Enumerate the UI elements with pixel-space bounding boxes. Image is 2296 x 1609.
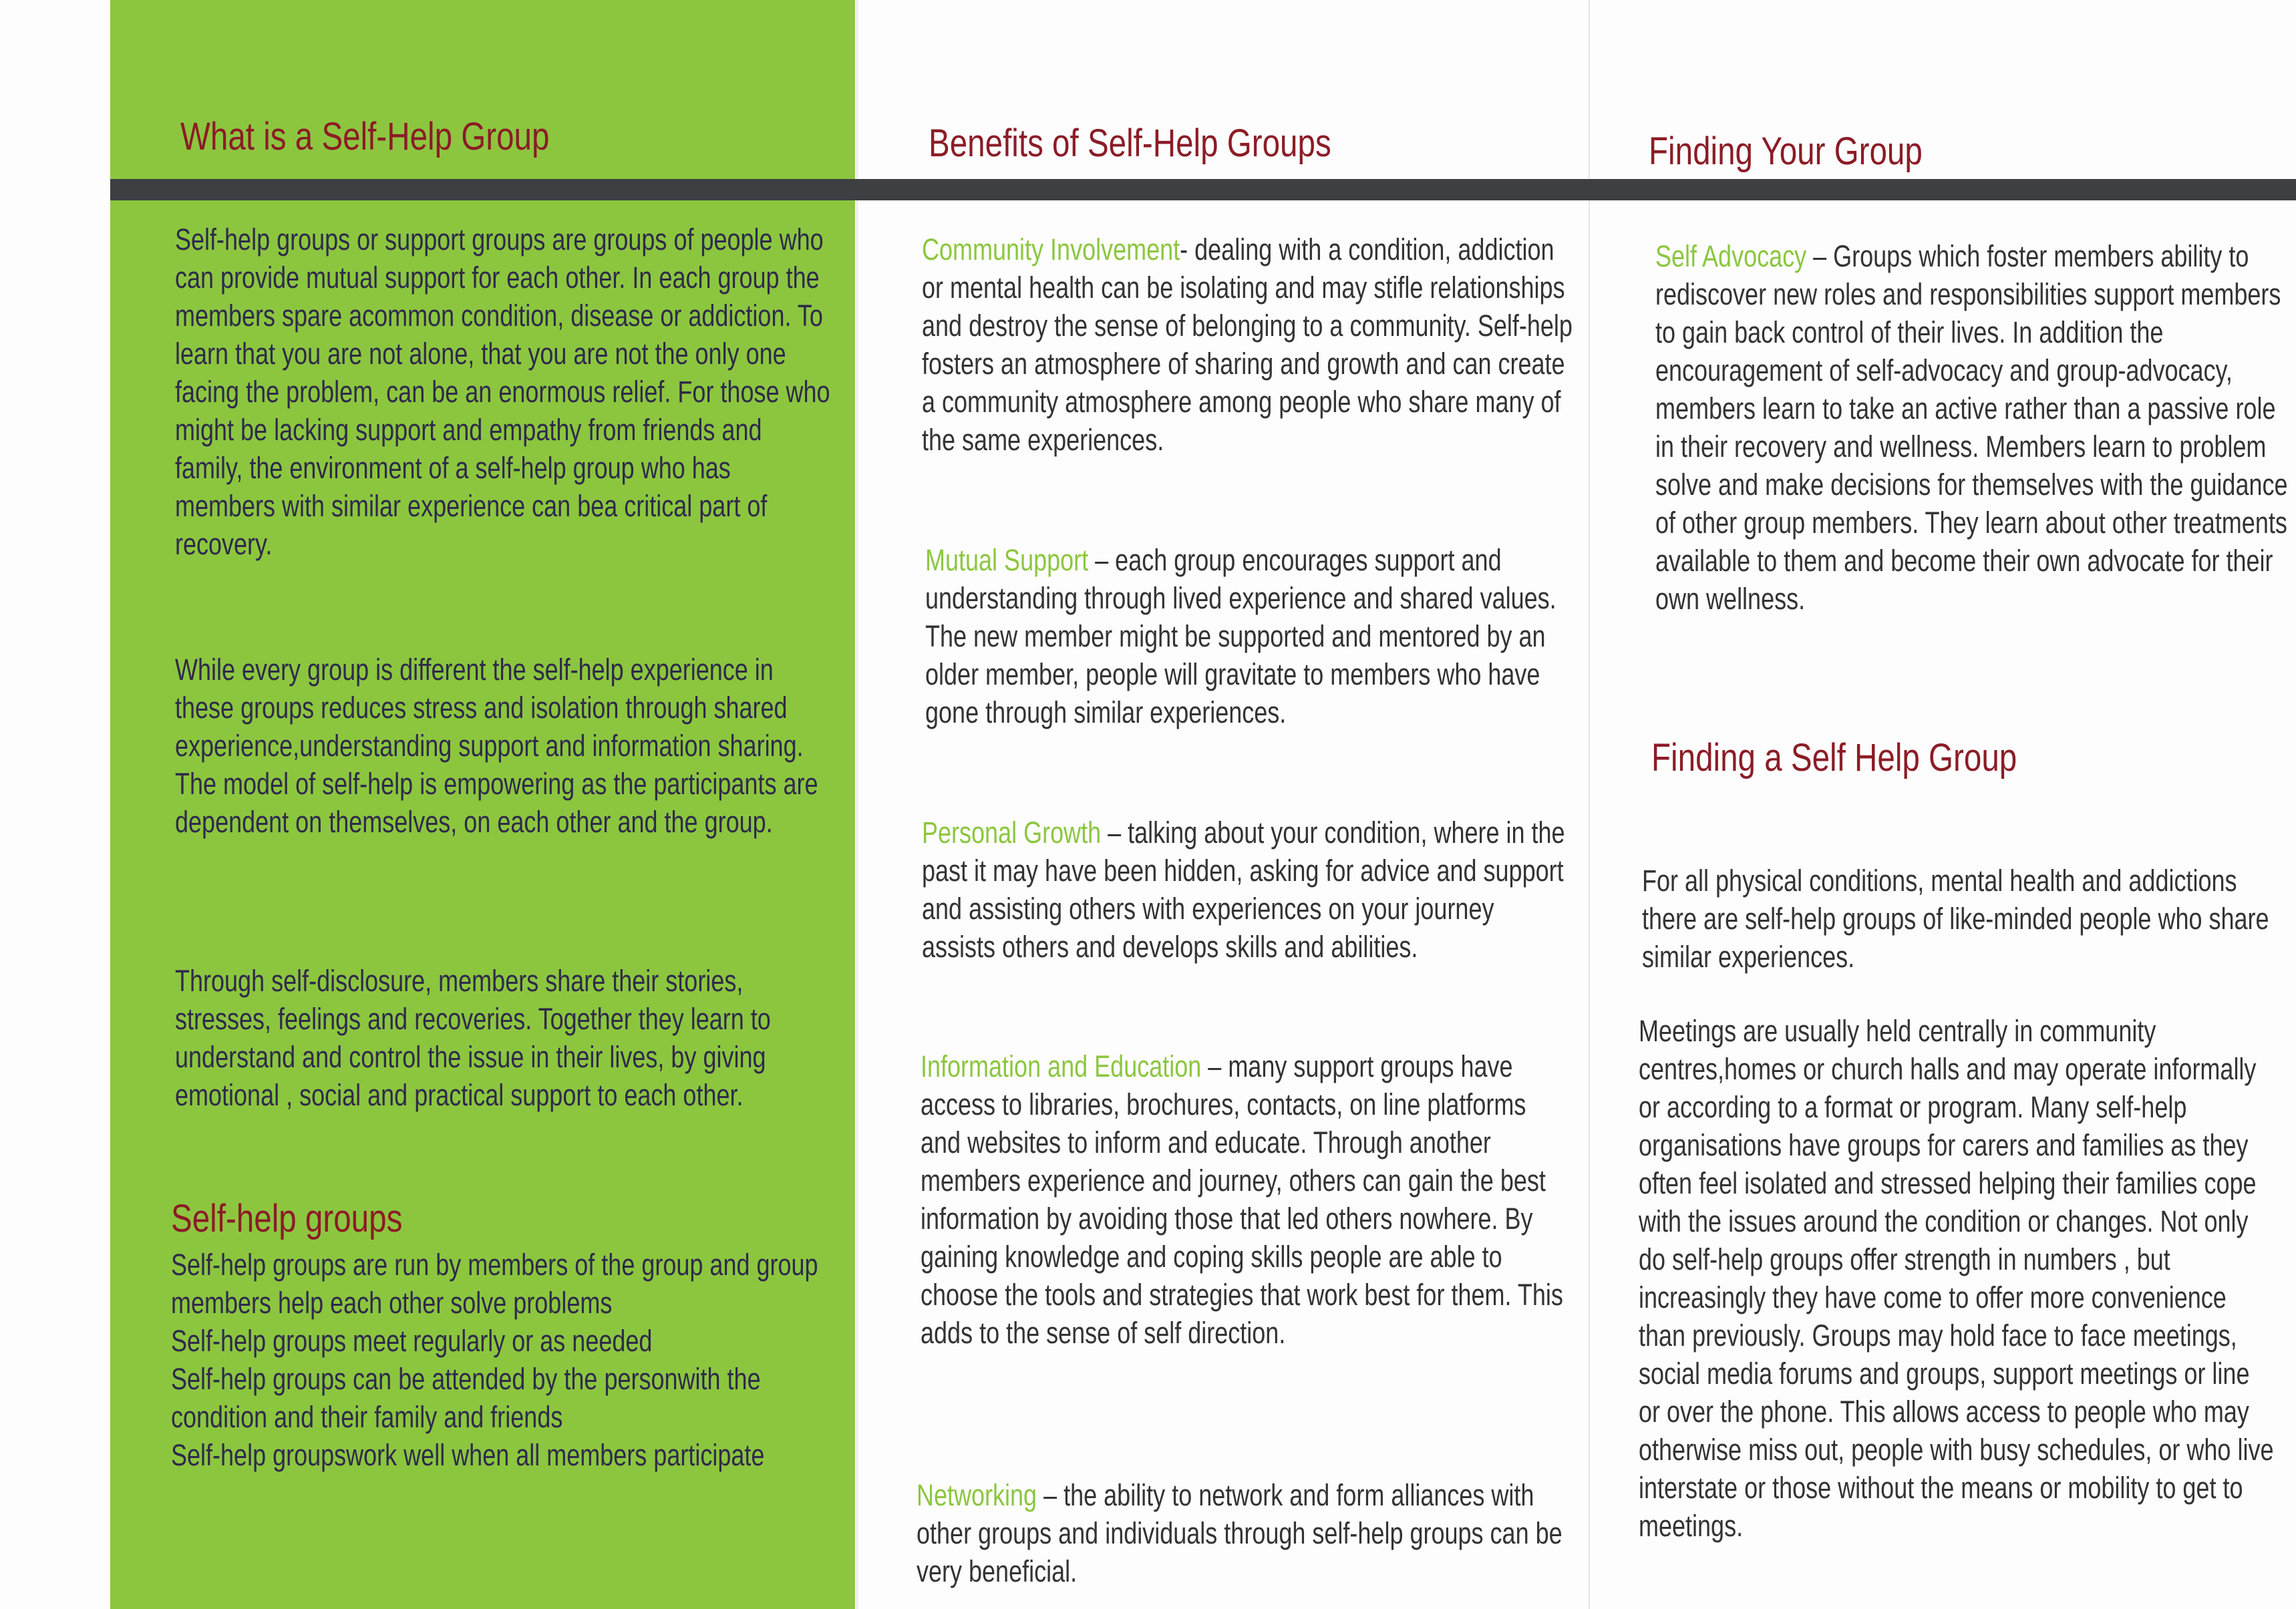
panel3-paragraph-2: Meetings are usually held centrally in community centres,homes or church halls and may operate informally or according to a format or program. Many self-help organisations have groups for carers and families as they often feel isolated and stressed helping their families cope with the issues around the condition or changes. Not only do self-help groups offer strength in numbers , but increasingly they have come to offer more convenience than previously. Groups may hold face to face meetings, social media forums and groups, support meetings or line or over the phone. This allows access to people who may otherwise miss out, people with busy schedules, or who live interstate or those without the means or mobility to get to meetings. xyxy=(1639,1014,2274,1543)
benefit-text-information: – many support groups have access to libraries, brochures, contacts, on line platforms and websites to inform and educate. Through another members experience and journey, others can gain the best information by avoiding those that led others nowhere. By gaining knowledge and coping skills people are able to choose the tools and strategies that work best for them. This adds to the sense of self direction. xyxy=(921,1049,1563,1350)
benefit-text-personal-growth: – talking about your condition, where in the past it may have been hidden, asking for advice and support and assisting others with experiences on your journey assists others and develops skills and abilities. xyxy=(922,816,1565,964)
fold-line-left xyxy=(856,0,858,1609)
benefit-term-information: Information and Education xyxy=(921,1049,1202,1083)
panel1-list-item-2: Self-help groups meet regularly or as needed xyxy=(171,1324,653,1358)
panel1-list-item-3: Self-help groups can be attended by the personwith the condition and their family and friends xyxy=(171,1362,761,1434)
benefit-text-mutual-support: – each group encourages support and understanding through lived experience and shared values. The new member might be supported and mentored by an older member, people will gravitate to members who have gone through similar experiences. xyxy=(925,543,1556,729)
benefit-text-community: - dealing with a condition, addiction or mental health can be isolating and may stifle relationships and destroy the sense of belonging to a community. Self-help fosters an atmosphere of sharing and growth and can create a community atmosphere among people who share many of the same experiences. xyxy=(922,232,1573,457)
benefit-term-community: Community Involvement xyxy=(922,232,1180,266)
panel3-paragraph-1: For all physical conditions, mental health and addictions there are self-help groups of like-minded people who share similar experiences. xyxy=(1642,864,2269,974)
benefit-item-community xyxy=(922,230,1583,459)
benefit-item-mutual-support xyxy=(925,541,1587,731)
panel3-advocacy xyxy=(1655,237,2296,618)
panel1-list-item-4: Self-help groupswork well when all members participate xyxy=(171,1438,765,1472)
panel3-subheading: Finding a Self Help Group xyxy=(1651,736,2017,779)
fold-line-right xyxy=(1589,0,1590,1609)
panel3-heading: Finding Your Group xyxy=(1649,130,1923,173)
panel1-paragraph-3: Through self-disclosure, members share their stories, stresses, feelings and recoveries. Together they learn to understand and control the issue in their lives, by giving emotional , social and practical support to each other. xyxy=(175,964,771,1112)
header-divider-bar xyxy=(110,179,2296,200)
benefit-item-information xyxy=(921,1047,1582,1352)
panel3-finding-para-1-wrap xyxy=(1642,862,2283,976)
panel1-paragraph-2: While every group is different the self-help experience in these groups reduces stress and isolation through shared experience,understanding support and information sharing. The model of self-help is empowering as the participants are dependent on themselves, on each other and the group. xyxy=(175,653,818,839)
benefit-term-networking: Networking xyxy=(917,1478,1037,1512)
panel1-column xyxy=(175,220,843,563)
panel2-heading: Benefits of Self-Help Groups xyxy=(929,122,1331,165)
panel1-heading: What is a Self-Help Group xyxy=(180,115,550,158)
panel1-list-item-1: Self-help groups are run by members of the group and group members help each other solve problems xyxy=(171,1248,818,1320)
advocacy-term: Self Advocacy xyxy=(1655,239,1807,273)
panel1-subheading: Self-help groups xyxy=(171,1197,403,1240)
benefit-item-networking xyxy=(917,1476,1578,1590)
benefit-term-personal-growth: Personal Growth xyxy=(922,816,1102,850)
panel1-column-3 xyxy=(175,962,843,1114)
panel1-paragraph-1: Self-help groups or support groups are groups of people who can provide mutual support for each other. In each group the members spare acommon condition, disease or addiction. To learn that you are not alone, that you are not the only one facing the problem, can be an enormous relief. For those who might be lacking support and empathy from friends and family, the environment of a self-help group who has members with similar experience can bea critical part of recovery. xyxy=(175,222,830,561)
panel1-list xyxy=(171,1246,839,1474)
benefit-item-personal-growth xyxy=(922,814,1583,966)
panel1-column-2 xyxy=(175,651,843,841)
benefit-term-mutual-support: Mutual Support xyxy=(925,543,1089,577)
benefit-text-networking: – the ability to network and form alliances with other groups and individuals through self-help groups can be very beneficial. xyxy=(917,1478,1563,1588)
advocacy-text: – Groups which foster members ability to rediscover new roles and responsibilities support members to gain back control of their lives. In addition the encouragement of self-advocacy and group-advocacy, members learn to take an active rather than a passive role in their recovery and wellness. Members learn to problem solve and make decisions for themselves with the guidance of other group members. They learn about other treatments available to them and become their own advocate for their own wellness. xyxy=(1655,239,2288,616)
panel3-finding-para-2-wrap xyxy=(1639,1012,2280,1545)
